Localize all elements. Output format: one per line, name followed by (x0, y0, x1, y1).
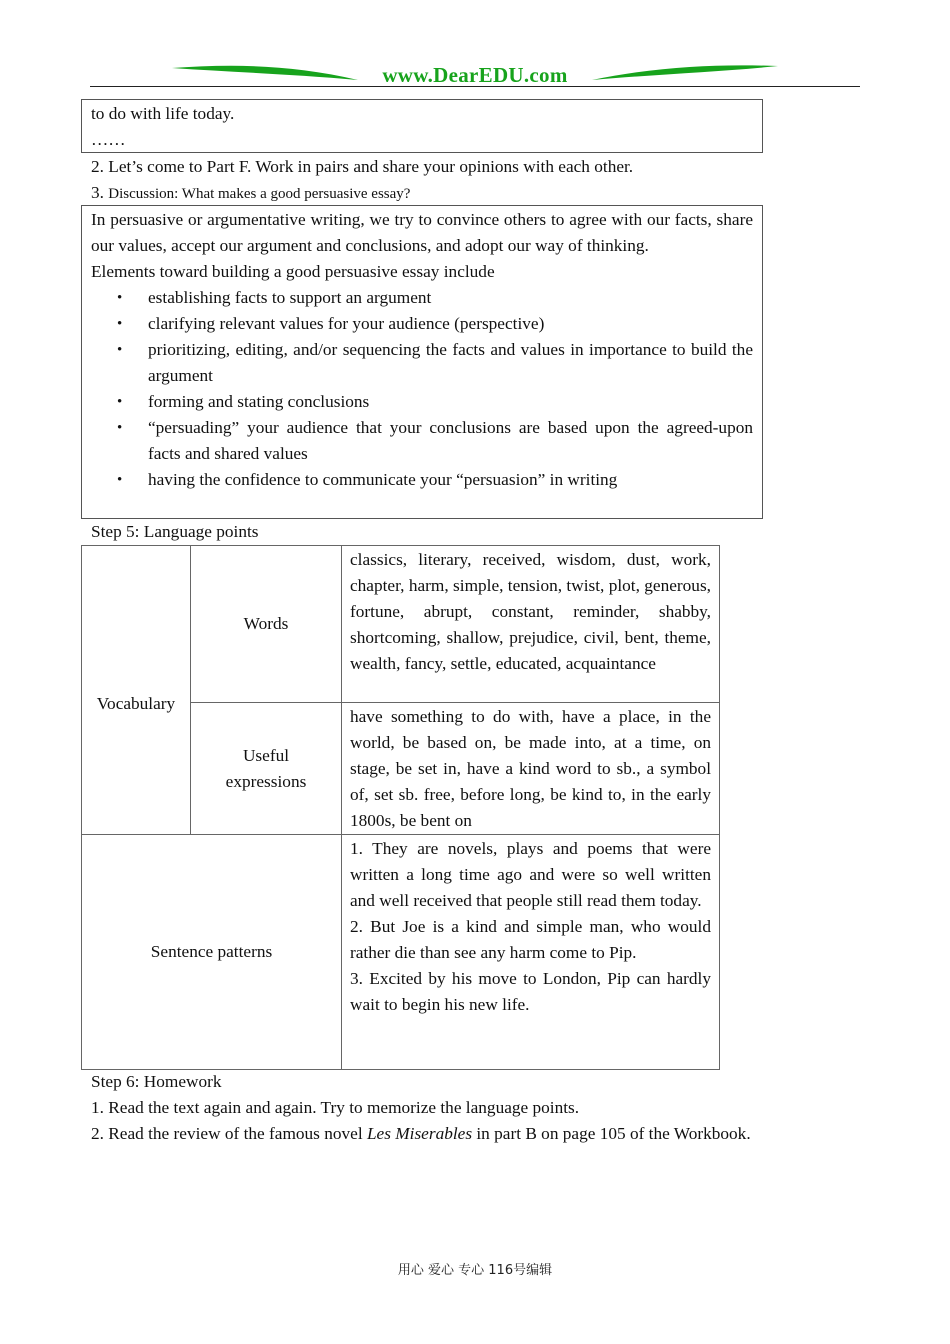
item-3-number: 3. (91, 183, 104, 202)
list-item: • forming and stating conclusions (91, 389, 753, 415)
bullet-icon: • (117, 342, 123, 358)
words-label-cell (191, 546, 342, 703)
vocabulary-label: Vocabulary (96, 694, 176, 713)
page-footer: 用心 爱心 专心 116号编辑 (397, 1263, 553, 1278)
list-item: • “persuading” your audience that your conclusions are based upon the agreed-upon facts and shared values (91, 415, 753, 467)
words-label: Words (243, 614, 289, 633)
bullet-icon: • (117, 420, 123, 436)
step-5-heading: Step 5: Language points (91, 522, 259, 541)
elements-list (91, 285, 753, 493)
useful-expressions-label-cell: Useful expressions (191, 703, 342, 835)
item-3-text: Discussion: What makes a good persuasive essay? (108, 186, 411, 202)
homework-item-2: 2. Read the review of the famous novel Les Miserables in part B on page 105 of the Workbook. (91, 1124, 751, 1143)
list-item: • clarifying relevant values for your audience (perspective) (91, 311, 753, 337)
sentence-patterns-content-cell (342, 835, 720, 1070)
language-points-table (81, 545, 720, 1070)
sentence-pattern-2: 2. But Joe is a kind and simple man, who would rather die than see any harm come to Pip. (350, 917, 711, 962)
top-text-box (81, 99, 763, 153)
useful-expressions-content-cell: have something to do with, have a place, in the world, be based on, be made into, at a time, on stage, be set in, have a kind word to sb., a symbol of, set sb. free, before long, be kind to, in the early 1800s, be bent on (342, 703, 720, 835)
discussion-box (81, 205, 763, 519)
header-rule (90, 86, 860, 87)
elements-heading: Elements toward building a good persuasive essay include (91, 262, 495, 281)
instruction-item-2: 2. Let’s come to Part F. Work in pairs and share your opinions with each other. (91, 157, 634, 176)
list-item: • establishing facts to support an argument (91, 285, 753, 311)
sentence-pattern-1: 1. They are novels, plays and poems that were written a long time ago and were so well written and well received that people still read them today. (350, 839, 711, 910)
homework-item-1: 1. Read the text again and again. Try to memorize the language points. (91, 1098, 580, 1117)
site-logo-text: www.DearEDU.com (382, 63, 568, 87)
list-item: • having the confidence to communicate your “persuasion” in writing (91, 467, 753, 493)
bullet-icon: • (117, 394, 123, 410)
vocabulary-label-cell (82, 546, 191, 835)
top-box-ellipsis: …… (91, 130, 126, 149)
instruction-item-3 (91, 180, 410, 207)
sentence-pattern-3: 3. Excited by his move to London, Pip can hardly wait to begin his new life. (350, 969, 711, 1014)
words-content-cell: classics, literary, received, wisdom, dust, work, chapter, harm, simple, tension, twist, plot, generous, fortune, abrupt, constant, reminder, shabby, shortcoming, shallow, prejudice, civil, bent, theme, wealth, fancy, settle, educated, acquaintance (342, 546, 720, 703)
discussion-intro: In persuasive or argumentative writing, we try to convince others to agree with our facts, share our values, accept our argument and conclusions, and adopt our way of thinking. (91, 210, 753, 255)
bullet-icon: • (117, 316, 123, 332)
sentence-patterns-label-cell (82, 835, 342, 1070)
novel-title: Les Miserables (366, 1124, 473, 1143)
sentence-patterns-label: Sentence patterns (150, 942, 273, 961)
page-header (90, 60, 860, 88)
bullet-icon: • (117, 290, 123, 306)
bullet-icon: • (117, 472, 123, 488)
top-box-line-1: to do with life today. (91, 104, 235, 123)
step-6-heading: Step 6: Homework (91, 1072, 222, 1091)
list-item: • prioritizing, editing, and/or sequencing the facts and values in importance to build the argument (91, 337, 753, 389)
